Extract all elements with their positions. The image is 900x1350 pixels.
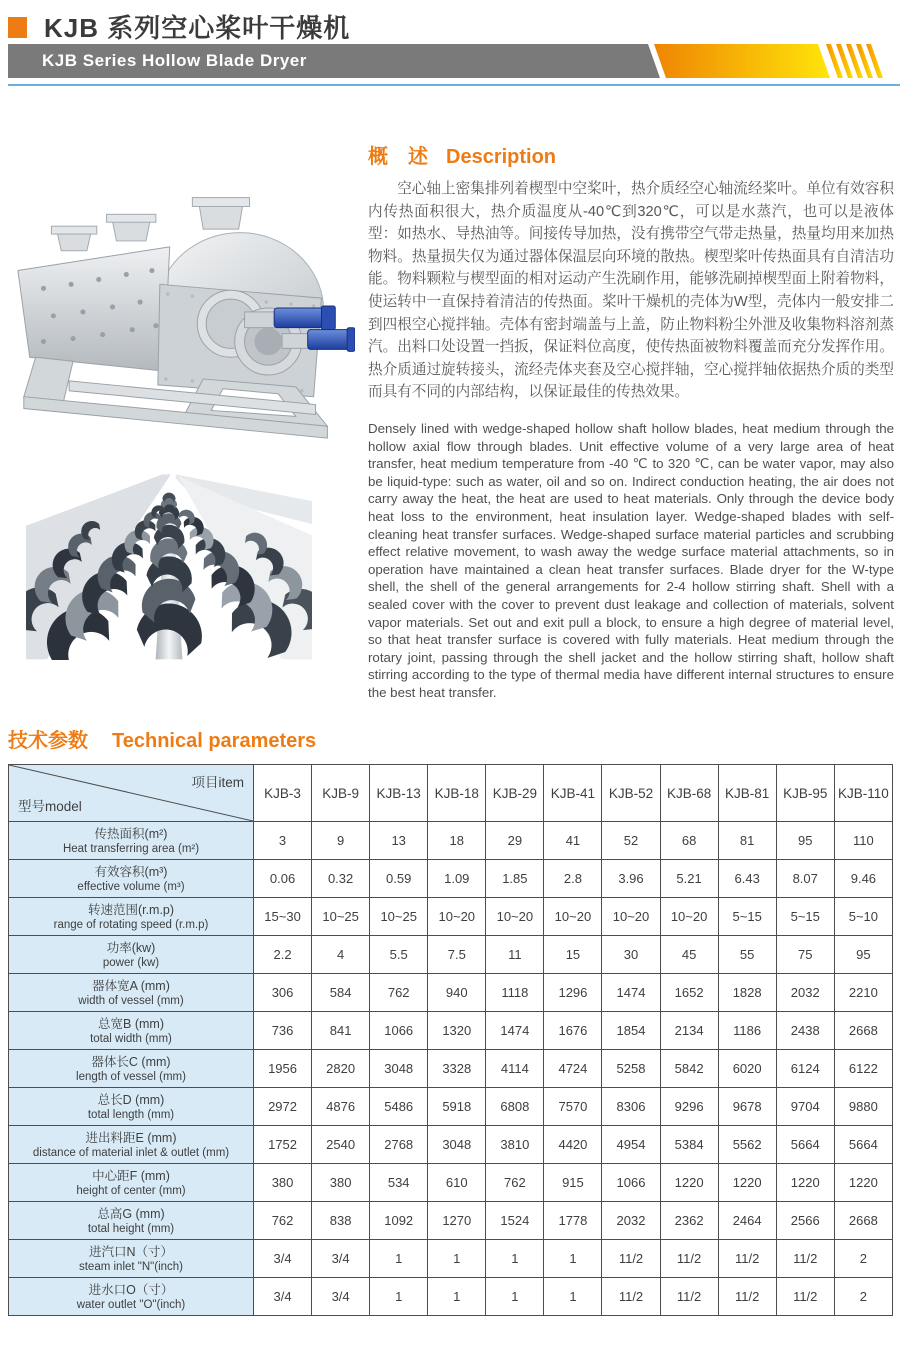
parameter-value: 2668 (834, 1202, 892, 1240)
parameter-value: 6808 (486, 1088, 544, 1126)
parameter-row (9, 1240, 893, 1278)
parameter-value: 380 (254, 1164, 312, 1202)
model-column-header: KJB-81 (718, 765, 776, 822)
parameter-label: 器体长C (mm) length of vessel (mm) (9, 1050, 254, 1088)
parameter-value: 1220 (660, 1164, 718, 1202)
model-header-row (9, 765, 893, 822)
model-column-header: KJB-3 (254, 765, 312, 822)
parameter-value: 75 (776, 936, 834, 974)
parameter-value: 3/4 (254, 1278, 312, 1316)
parameter-value: 3/4 (254, 1240, 312, 1278)
parameter-value: 1 (370, 1278, 428, 1316)
parameter-value: 3810 (486, 1126, 544, 1164)
parameter-value: 10~25 (312, 898, 370, 936)
parameter-value: 15~30 (254, 898, 312, 936)
model-column-header: KJB-95 (776, 765, 834, 822)
parameter-value: 4724 (544, 1050, 602, 1088)
parameter-value: 5384 (660, 1126, 718, 1164)
parameter-value: 4954 (602, 1126, 660, 1164)
parameters-heading-zh: 技术参数 (8, 730, 88, 752)
parameter-value: 1092 (370, 1202, 428, 1240)
parameter-value: 1652 (660, 974, 718, 1012)
parameter-label: 进出料距E (mm) distance of material inlet & outlet (mm) (9, 1126, 254, 1164)
parameter-value: 1828 (718, 974, 776, 1012)
parameter-value: 1524 (486, 1202, 544, 1240)
parameter-value: 4876 (312, 1088, 370, 1126)
parameter-value: 3048 (370, 1050, 428, 1088)
description-paragraph-en: Densely lined with wedge-shaped hollow shaft hollow blades, heat medium through the hollow axial flow through blades. Unit effective volume of a very large area of heat transfer, heat medium temperature from -40 ℃ to 320 ℃, can be water vapor, may also be liquid-type: such as water, oil and so on. Indirect conduction heating, the air does not carry away the heat, the heat are used to heat materials. Only through the device body heat loss to the environment, heat insulation layer. Wedge-shaped blades with self-cleaning heat transfer surfaces. Wedge-shaped surface material particles and scrubbing effect relative movement, to wash away the wedge surface material attachments, so in operation have maintained a clean heat transfer surfaces. Blade dryer for the W-type shell, the shell of the general arrangements for 2-4 hollow stirring shaft. Shell with a sealed cover with the cover to prevent dust leakage and collection of materials, solvent vapor materials. Set out and exit pull a block, to ensure a high degree of material level, so that heat transfer surface is covered with fully materials. Heat medium through the rotary joint, passing through the shell jacket and the hollow stirring shaft, hollow shaft stirring according to the type of thermal media have different internal structures to ensure the best heat transfer. (368, 421, 894, 700)
parameter-value: 1956 (254, 1050, 312, 1088)
parameter-value: 534 (370, 1164, 428, 1202)
parameter-value: 1.85 (486, 860, 544, 898)
parameter-value: 30 (602, 936, 660, 974)
parameter-value: 81 (718, 822, 776, 860)
parameter-value: 2668 (834, 1012, 892, 1050)
parameter-value: 3/4 (312, 1278, 370, 1316)
parameter-value: 18 (428, 822, 486, 860)
description-heading (368, 140, 556, 169)
parameter-value: 0.59 (370, 860, 428, 898)
header-divider (8, 84, 900, 86)
parameter-value: 9880 (834, 1088, 892, 1126)
parameter-value: 1220 (776, 1164, 834, 1202)
parameter-value: 10~20 (544, 898, 602, 936)
parameter-value: 2362 (660, 1202, 718, 1240)
parameter-value: 3328 (428, 1050, 486, 1088)
parameter-value: 0.32 (312, 860, 370, 898)
parameter-row (9, 1012, 893, 1050)
parameter-value: 1186 (718, 1012, 776, 1050)
parameter-value: 4 (312, 936, 370, 974)
parameter-value: 10~25 (370, 898, 428, 936)
parameter-value: 838 (312, 1202, 370, 1240)
parameter-value: 11/2 (776, 1278, 834, 1316)
model-column-header: KJB-29 (486, 765, 544, 822)
parameter-value: 1 (544, 1240, 602, 1278)
parameter-row (9, 936, 893, 974)
parameter-value: 1 (486, 1240, 544, 1278)
parameter-value: 762 (254, 1202, 312, 1240)
subtitle-banner (8, 44, 900, 78)
parameter-value: 11/2 (660, 1240, 718, 1278)
parameter-value: 5258 (602, 1050, 660, 1088)
parameter-row (9, 1202, 893, 1240)
parameter-value: 2438 (776, 1012, 834, 1050)
model-column-header: KJB-52 (602, 765, 660, 822)
page-title: KJB 系列空心桨叶干燥机 (44, 13, 351, 43)
parameter-value: 11 (486, 936, 544, 974)
parameters-heading (8, 724, 316, 753)
parameter-value: 11/2 (718, 1240, 776, 1278)
page-subtitle: KJB Series Hollow Blade Dryer (42, 51, 307, 70)
dryer-machine-illustration (10, 168, 355, 444)
parameter-value: 2032 (602, 1202, 660, 1240)
parameters-heading-en: Technical parameters (112, 730, 317, 752)
parameter-value: 45 (660, 936, 718, 974)
parameter-value: 2210 (834, 974, 892, 1012)
parameter-value: 11/2 (718, 1278, 776, 1316)
parameter-value: 11/2 (602, 1240, 660, 1278)
parameter-value: 841 (312, 1012, 370, 1050)
parameter-label: 进汽口N（寸） steam inlet "N"(inch) (9, 1240, 254, 1278)
parameter-value: 2.8 (544, 860, 602, 898)
parameter-value: 5~10 (834, 898, 892, 936)
parameter-value: 940 (428, 974, 486, 1012)
parameter-row (9, 1164, 893, 1202)
parameter-value: 1 (370, 1240, 428, 1278)
parameter-label: 总高G (mm) total height (mm) (9, 1202, 254, 1240)
parameter-value: 13 (370, 822, 428, 860)
parameter-value: 2464 (718, 1202, 776, 1240)
parameter-value: 9 (312, 822, 370, 860)
parameter-value: 2768 (370, 1126, 428, 1164)
parameter-value: 5918 (428, 1088, 486, 1126)
parameter-value: 10~20 (660, 898, 718, 936)
model-column-header: KJB-68 (660, 765, 718, 822)
parameter-label: 器体宽A (mm) width of vessel (mm) (9, 974, 254, 1012)
parameter-label: 总宽B (mm) total width (mm) (9, 1012, 254, 1050)
parameter-value: 52 (602, 822, 660, 860)
parameter-value: 1 (428, 1278, 486, 1316)
description-heading-en: Description (446, 146, 557, 168)
parameter-value: 2134 (660, 1012, 718, 1050)
parameter-label: 总长D (mm) total length (mm) (9, 1088, 254, 1126)
parameter-value: 55 (718, 936, 776, 974)
parameter-value: 1296 (544, 974, 602, 1012)
title-accent-square (8, 17, 27, 38)
parameter-value: 6124 (776, 1050, 834, 1088)
parameter-value: 2 (834, 1240, 892, 1278)
parameter-value: 9296 (660, 1088, 718, 1126)
hollow-blades-illustration (26, 468, 312, 660)
parameter-row (9, 860, 893, 898)
table-corner-cell (9, 765, 254, 822)
parameter-value: 9678 (718, 1088, 776, 1126)
parameter-value: 3.96 (602, 860, 660, 898)
parameter-value: 2972 (254, 1088, 312, 1126)
model-column-header: KJB-110 (834, 765, 892, 822)
parameter-value: 110 (834, 822, 892, 860)
parameter-value: 380 (312, 1164, 370, 1202)
parameter-value: 2540 (312, 1126, 370, 1164)
parameter-label: 进水口O（寸） water outlet "O"(inch) (9, 1278, 254, 1316)
parameter-value: 1676 (544, 1012, 602, 1050)
parameter-value: 4420 (544, 1126, 602, 1164)
parameter-value: 7570 (544, 1088, 602, 1126)
parameter-row (9, 1278, 893, 1316)
parameter-value: 9.46 (834, 860, 892, 898)
parameter-value: 41 (544, 822, 602, 860)
parameter-row (9, 1126, 893, 1164)
parameter-value: 1 (428, 1240, 486, 1278)
parameter-value: 10~20 (602, 898, 660, 936)
parameter-value: 1066 (602, 1164, 660, 1202)
parameter-value: 1752 (254, 1126, 312, 1164)
parameter-value: 1220 (834, 1164, 892, 1202)
parameter-value: 11/2 (660, 1278, 718, 1316)
parameter-value: 6122 (834, 1050, 892, 1088)
parameter-value: 1474 (602, 974, 660, 1012)
parameter-value: 8306 (602, 1088, 660, 1126)
parameter-value: 736 (254, 1012, 312, 1050)
parameter-value: 11/2 (776, 1240, 834, 1278)
parameter-value: 2 (834, 1278, 892, 1316)
model-column-header: KJB-18 (428, 765, 486, 822)
model-column-header: KJB-41 (544, 765, 602, 822)
parameter-label: 有效容积(m³) effective volume (m³) (9, 860, 254, 898)
parameter-value: 2.2 (254, 936, 312, 974)
parameter-value: 1 (486, 1278, 544, 1316)
parameter-value: 1.09 (428, 860, 486, 898)
parameter-label: 转速范围(r.m.p) range of rotating speed (r.m.p) (9, 898, 254, 936)
parameter-value: 2820 (312, 1050, 370, 1088)
parameter-value: 6.43 (718, 860, 776, 898)
parameter-value: 1220 (718, 1164, 776, 1202)
parameter-value: 3048 (428, 1126, 486, 1164)
description-heading-zh: 概 述 (368, 146, 428, 168)
parameter-value: 5562 (718, 1126, 776, 1164)
parameter-value: 5842 (660, 1050, 718, 1088)
parameter-row (9, 1050, 893, 1088)
parameter-value: 95 (834, 936, 892, 974)
parameters-table-body (9, 822, 893, 1316)
parameter-value: 4114 (486, 1050, 544, 1088)
parameter-value: 2032 (776, 974, 834, 1012)
description-paragraph-zh: 空心轴上密集排列着楔型中空桨叶，热介质经空心轴流经桨叶。单位有效容积内传热面积很大，热介质温度从-40℃到320℃，可以是水蒸汽，也可以是液体型：如热水、导热油等。间接传导加热，没有携带空气带走热量，热量均用来加热物料。热量损失仅为通过器体保温层向环境的散热。楔型桨叶传热面具有自清洁功能。物料颗粒与楔型面的相对运动产生洗刷作用，能够洗刷掉楔型面上附着物料，使运转中一直保持着清洁的传热面。桨叶干燥机的壳体为W型，壳体内一般安排二到四根空心搅拌轴。壳体有密封端盖与上盖，防止物料粉尘外泄及收集物料溶剂蒸汽。出料口处设置一挡扳，保证料位高度，使传热面被物料覆盖而充分发挥作用。热介质通过旋转接头，流经壳体夹套及空心搅拌轴，空心搅拌轴依据热介质的类型而具有不同的内部结构，以保证最佳的传热效果。 (368, 181, 894, 401)
parameter-value: 762 (370, 974, 428, 1012)
parameter-value: 10~20 (428, 898, 486, 936)
parameter-row (9, 898, 893, 936)
parameter-label: 功率(kw) power (kw) (9, 936, 254, 974)
parameter-value: 306 (254, 974, 312, 1012)
parameter-label: 中心距F (mm) height of center (mm) (9, 1164, 254, 1202)
parameter-value: 5~15 (718, 898, 776, 936)
parameter-value: 3 (254, 822, 312, 860)
model-column-header: KJB-13 (370, 765, 428, 822)
parameter-value: 0.06 (254, 860, 312, 898)
parameter-value: 29 (486, 822, 544, 860)
corner-label-item: 项目item (191, 775, 244, 790)
parameter-value: 3/4 (312, 1240, 370, 1278)
parameter-value: 1270 (428, 1202, 486, 1240)
parameter-value: 1474 (486, 1012, 544, 1050)
parameter-label: 传热面积(m²) Heat transferring area (m²) (9, 822, 254, 860)
parameter-value: 8.07 (776, 860, 834, 898)
parameter-value: 5664 (776, 1126, 834, 1164)
parameter-value: 915 (544, 1164, 602, 1202)
parameter-value: 610 (428, 1164, 486, 1202)
model-column-header: KJB-9 (312, 765, 370, 822)
corner-label-model: 型号model (18, 799, 82, 814)
parameter-value: 1320 (428, 1012, 486, 1050)
parameter-row (9, 1088, 893, 1126)
parameter-value: 1854 (602, 1012, 660, 1050)
parameter-value: 6020 (718, 1050, 776, 1088)
parameters-table (8, 764, 893, 1316)
parameter-value: 2566 (776, 1202, 834, 1240)
parameter-value: 5~15 (776, 898, 834, 936)
parameter-value: 5.21 (660, 860, 718, 898)
parameter-value: 5.5 (370, 936, 428, 974)
parameter-value: 1066 (370, 1012, 428, 1050)
parameter-value: 10~20 (486, 898, 544, 936)
parameter-value: 1 (544, 1278, 602, 1316)
parameter-row (9, 822, 893, 860)
parameter-value: 5486 (370, 1088, 428, 1126)
parameter-value: 7.5 (428, 936, 486, 974)
parameter-value: 9704 (776, 1088, 834, 1126)
parameter-value: 11/2 (602, 1278, 660, 1316)
parameter-value: 762 (486, 1164, 544, 1202)
parameter-value: 1118 (486, 974, 544, 1012)
parameter-value: 1778 (544, 1202, 602, 1240)
parameter-row (9, 974, 893, 1012)
parameter-value: 5664 (834, 1126, 892, 1164)
parameter-value: 584 (312, 974, 370, 1012)
parameter-value: 15 (544, 936, 602, 974)
parameter-value: 95 (776, 822, 834, 860)
parameter-value: 68 (660, 822, 718, 860)
